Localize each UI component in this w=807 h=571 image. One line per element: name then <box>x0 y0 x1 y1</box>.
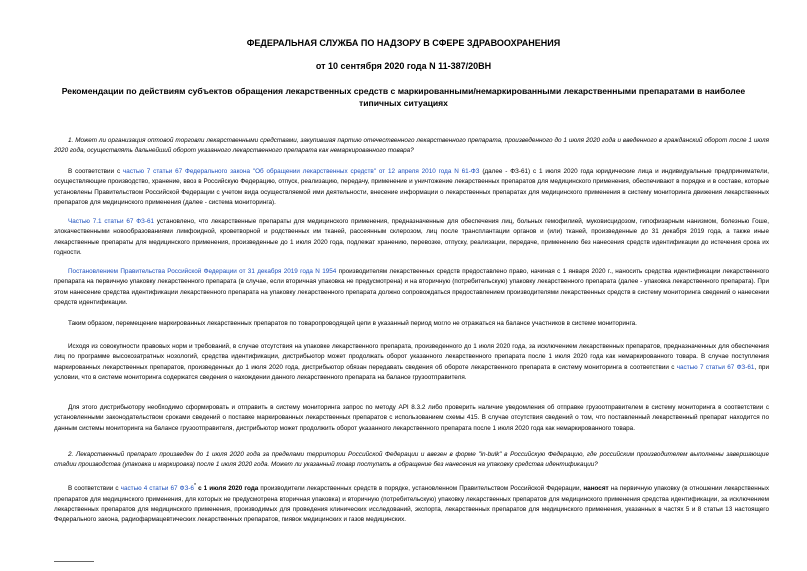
paragraph-3-post: производителям лекарственных средств предоставлено право, начиная с 1 января 2020 г., наносить средства идентификации лекарственного препарата на первичную упаковку лекарственного препарата (в случае, если вторичная упаковка не предусмотрена) и на вторичную (потребительскую) упаковку лекарственного препарата (далее - упаковка лекарственного препарата). При этом нанесение средства идентификации лекарственного препарата на упаковку лекарственного препарата должно сопровождаться предоставлением производителями лекарственных средств в систему мониторинга сведений о нанесении средств идентификации. <box>54 268 769 307</box>
question-1-text: 1. Может ли организация оптовой торговли лекарственными средствами, закупившая партию отечественного лекарственного препарата, произведенного до 1 июля 2020 года и введенного в гражданский оборот после 1 июля 2020 года, осуществлять дальнейший оборот указанного лекарственного препарата как немаркированного товара? <box>54 137 769 155</box>
paragraph-7 <box>54 481 769 526</box>
paragraph-4 <box>54 319 769 329</box>
paragraph-2-post: установлено, что лекарственные препараты для медицинского применения, предназначенные для обеспечения лиц, больных гемофилией, муковисцидозом, гипофизарным нанизмом, болезнью Гоше, злокачественными новообразованиями лимфоидной, кроветворной и родственных им тканей, рассеянным склерозом, лиц после трансплантации органов и (или) тканей, произведенные до 31 декабря 2019 года, а также иные лекарственные препараты для медицинского применения, произведенные до 1 июля 2020 года, подлежат хранению, перевозке, отпуску, реализации, передаче, применению без нанесения средств идентификации до истечения срока их годности. <box>54 218 769 257</box>
law-61-fz-article-67-part-7-link[interactable]: частью 7 статьи 67 Федерального закона "Об обращении лекарственных средств" от 12 апреля 2010 года N 61-ФЗ <box>122 168 480 175</box>
paragraph-6-text: Для этого дистрибьютору необходимо сформировать и отправить в систему мониторинга запрос по методу API 8.3.2 либо проверить наличие уведомления об отправке грузоотправителем в систему мониторинга в соответствии с установленными законодательством сроками сведений о поставке маркированных лекарственных препаратов с использованием схемы 415. В случае отсутствия сведений о том, что поставленный лекарственный препарат находится по данным системы мониторинга на балансе грузоотправителя, дистрибьютор может продолжить оборот указанного лекарственного препарата после 1 июля 2020 года как немаркированного товара. <box>54 404 769 432</box>
paragraph-1-post: (далее - ФЗ-61) с 1 июля 2020 года юридические лица и индивидуальные предприниматели, осуществляющие производство, хранение, ввоз в Российскую Федерацию, отпуск, реализацию, передачу, применение и уничтожение лекарственных препаратов для медицинского применения, обеспечивают в порядке и в составе, которые установлены Правительством Российской Федерации с учетом вида осуществляемой ими деятельности, внесение информации о лекарственных препаратах для медицинского применения в систему мониторинга движения лекарственных препаратов для медицинского применения (далее - система мониторинга). <box>54 168 769 207</box>
article-67-part-7-link[interactable]: частью 7 статьи 67 ФЗ-61 <box>676 363 755 371</box>
question-2 <box>54 450 769 471</box>
paragraph-5-post: , при условии, что в системе мониторинга содержатся сведения о нахождении данного лекарственного препарата на балансе грузоотправителя. <box>54 363 769 382</box>
paragraph-7-mid: производители лекарственных средств в порядке, установленном Правительством Российской Федерации, <box>258 485 584 493</box>
footnote-divider <box>54 561 94 562</box>
paragraph-7-post: на первичную упаковку (в отношении лекарственных препаратов для медицинского применения, для которых не предусмотрена вторичная упаковка) и вторичную (потребительскую) упаковку лекарственных препаратов для медицинского применения средства идентификации, за исключением лекарственных препаратов для медицинского применения, производимых для проведения клинических исследований, экспорта, лекарственных препаратов для медицинского применения, указанных в частях 5 и 8 статьи 13 настоящего Федерального закона, радиофармацевтических лекарственных препаратов, пиявок медицинских и газов медицинских. <box>54 485 769 524</box>
paragraph-5 <box>54 342 769 384</box>
paragraph-7-apply-bold: наносят <box>583 485 609 493</box>
paragraph-1-pre: В соответствии с <box>68 168 123 175</box>
document-date-number: от 10 сентября 2020 года N 11-387/20ВН <box>315 61 492 71</box>
paragraph-3 <box>54 267 769 309</box>
article-67-part-4-link[interactable]: частью 4 статьи 67 ФЗ-6 <box>120 485 194 493</box>
agency-name: ФЕДЕРАЛЬНАЯ СЛУЖБА ПО НАДЗОРУ В СФЕРЕ ЗДРАВООХРАНЕНИЯ <box>246 38 561 48</box>
paragraph-7-pre: В соответствии с <box>68 485 121 493</box>
government-decree-1954-link[interactable]: Постановлением Правительства Российской Федерации от 31 декабря 2019 года N 1954 <box>68 268 337 275</box>
paragraph-6 <box>54 403 769 434</box>
paragraph-2 <box>54 217 769 259</box>
document-title-line-2: типичных ситуациях <box>359 98 448 108</box>
document-title-line-1: Рекомендации по действиям субъектов обращения лекарственных средств с маркированными/немаркированными лекарственными препаратами в наиболее <box>61 86 746 96</box>
paragraph-1 <box>54 167 769 209</box>
footnote-marker: * <box>193 483 196 489</box>
question-2-text: 2. Лекарственный препарат произведен до 1 июля 2020 года за пределами территории Российской Федерации и ввезен в форме "in-bulk" в Российскую Федерацию, где российским производителем выполнены завершающие стадии производства (упаковка и маркировка) после 1 июля 2020 года. Может ли указанный товар поступать в обращение без нанесения на упаковку средства идентификации? <box>54 451 769 469</box>
article-67-part-7-1-link[interactable]: Частью 7.1 статьи 67 ФЗ-61 <box>68 218 155 225</box>
paragraph-7-date-bold: с 1 июля 2020 года <box>196 485 259 493</box>
question-1 <box>54 136 769 157</box>
paragraph-4-text: Таким образом, перемещение маркированных лекарственных препаратов по товаропроводящей цепи в указанный период могло не отражаться на балансе участников в системе мониторинга. <box>68 320 637 327</box>
paragraph-5-pre: Исходя из совокупности правовых норм и требований, в случае отсутствия на упаковке лекарственного препарата, произведенного до 1 июля 2020 года, за исключением лекарственных препаратов, предназначенных для обеспечения лиц по программе высокозатратных нозологий, средства идентификации, дистрибьютор может продолжать оборот указанного лекарственного препарата после 1 июля 2020 года как немаркированного товара. В случае поступления маркированных лекарственных препаратов, произведенных до 1 июля 2020 года, дистрибьютор обязан передавать сведения об обороте лекарственного препарата в систему мониторинга в соответствии с <box>54 343 769 371</box>
